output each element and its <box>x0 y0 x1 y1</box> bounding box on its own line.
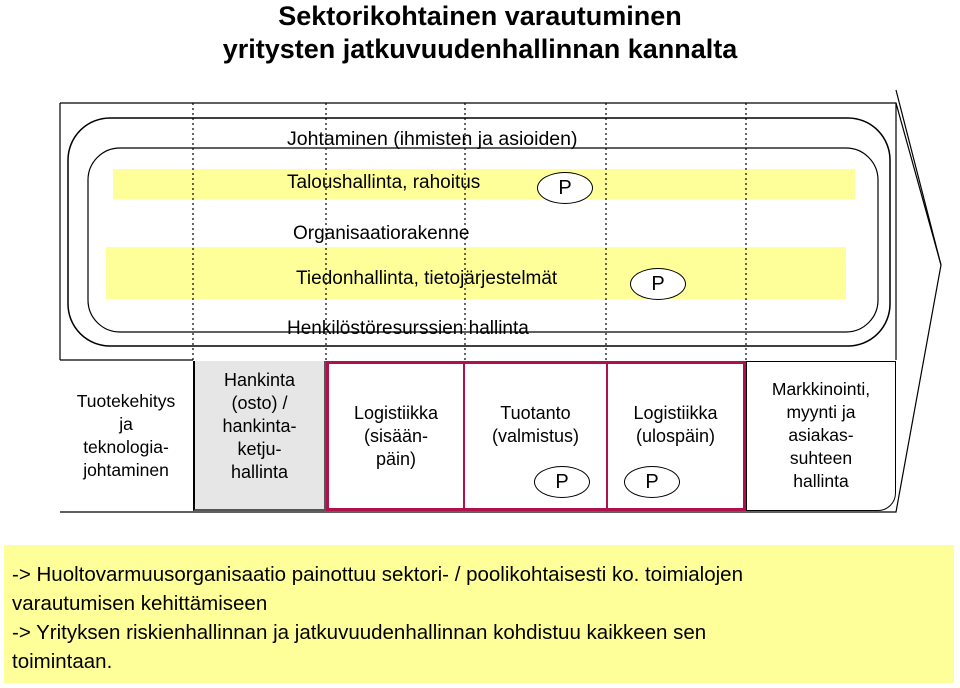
box-line: Tuotanto <box>500 403 571 423</box>
box-line: asiakas- <box>788 425 854 445</box>
box-line: Logistiikka <box>633 403 718 423</box>
box-line: Tuotekehitys <box>76 391 176 411</box>
title-line-1: Sektorikohtainen varautuminen <box>278 1 682 31</box>
box-line: (ulospäin) <box>635 426 716 446</box>
box-line: hallinta <box>230 462 289 482</box>
priority-marker: P <box>537 172 593 204</box>
title-line-2: yritysten jatkuvuudenhallinnan kannalta <box>222 34 738 64</box>
box-line: myynti ja <box>786 402 856 422</box>
finance-label: Taloushallinta, rahoitus <box>287 172 481 193</box>
hr-label: Henkilöstöresurssien hallinta <box>287 318 529 339</box>
box-line: ja <box>119 414 133 434</box>
box-line: päin) <box>375 449 417 469</box>
box-line: ketju- <box>237 439 282 459</box>
organisation-label: Organisaatiorakenne <box>293 223 470 244</box>
finance-band <box>113 169 855 199</box>
note-line: -> Yrityksen riskienhallinnan ja jatkuvuudenhallinnan kohdistuu kaikkeen sen <box>12 621 707 644</box>
procurement-box <box>193 361 326 511</box>
note-box <box>4 545 954 683</box>
box-line: hallinta <box>793 471 849 491</box>
information-label: Tiedonhallinta, tietojärjestelmät <box>296 268 558 289</box>
box-line: (osto) / <box>231 393 288 413</box>
inbound-logistics-box <box>326 361 465 511</box>
priority-marker: P <box>630 268 686 300</box>
box-line: (sisään- <box>363 426 429 446</box>
box-line: teknologia- <box>83 437 169 457</box>
box-line: hankinta- <box>222 416 297 436</box>
priority-marker: P <box>624 466 680 498</box>
management-frame-outer <box>68 118 890 346</box>
note-line: varautumisen kehittämiseen <box>12 592 268 615</box>
box-line: johtaminen <box>83 460 169 480</box>
box-line: Logistiikka <box>353 403 439 423</box>
note-line: toimintaan. <box>12 650 113 673</box>
box-line: (valmistus) <box>491 426 579 446</box>
marketing-box <box>746 361 896 511</box>
rd-box <box>61 361 191 511</box>
note-line: -> Huoltovarmuusorganisaatio painottuu sektori- / poolikohtaisesti ko. toimialojen <box>12 563 743 586</box>
box-line: Hankinta <box>223 370 296 390</box>
box-line: Markkinointi, <box>771 379 871 399</box>
priority-marker: P <box>534 466 590 498</box>
box-line: suhteen <box>789 448 853 468</box>
management-label: Johtaminen (ihmisten ja asioiden) <box>287 128 578 150</box>
